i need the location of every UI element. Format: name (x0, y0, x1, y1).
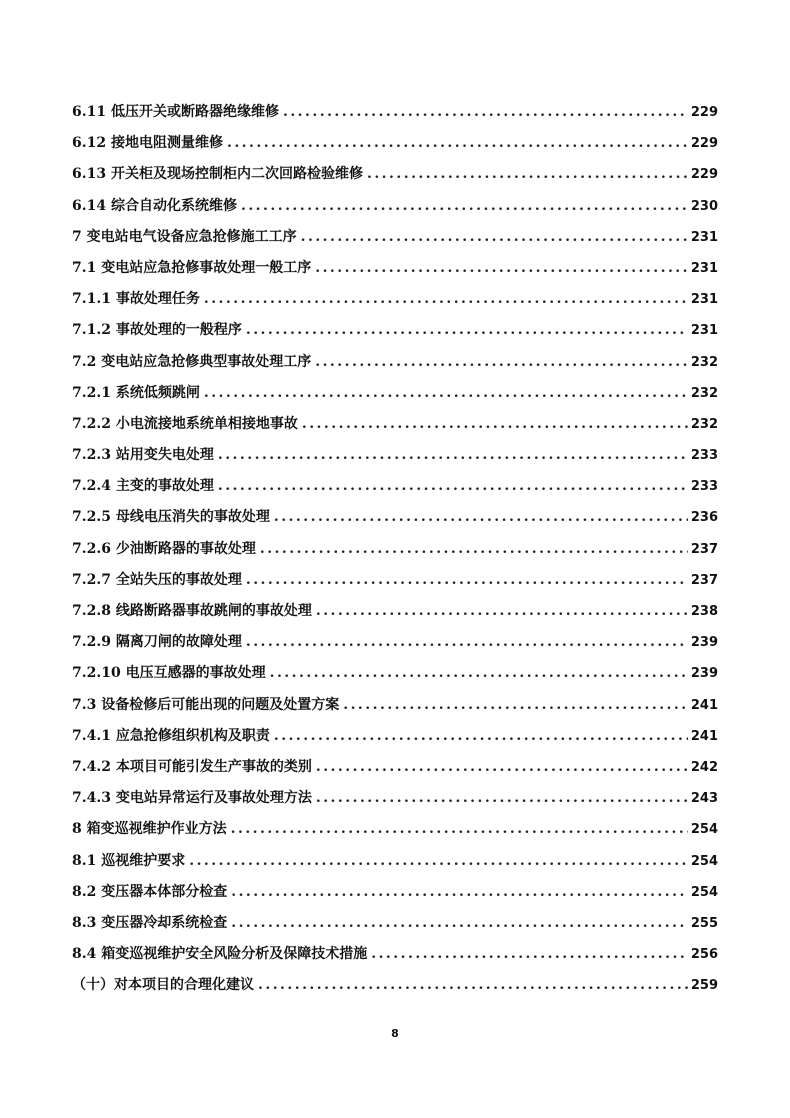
toc-entry-title: 7.4.3 变电站异常运行及事故处理方法 (72, 790, 312, 807)
table-of-contents (72, 97, 718, 1001)
toc-leader-dots (258, 970, 688, 1001)
toc-entry[interactable] (72, 159, 718, 190)
toc-leader-dots (246, 627, 688, 658)
toc-entry-title: 7.2.3 站用变失电处理 (72, 447, 214, 464)
toc-leader-dots (316, 752, 688, 783)
toc-entry[interactable] (72, 783, 718, 814)
toc-entry-page: 243 (690, 791, 718, 807)
toc-entry-title: 7 变电站电气设备应急抢修施工工序 (72, 228, 297, 245)
toc-entry-title: 6.13 开关柜及现场控制柜内二次回路检验维修 (72, 166, 363, 183)
toc-leader-dots (315, 253, 688, 284)
toc-leader-dots (227, 128, 688, 159)
toc-leader-dots (260, 534, 688, 565)
toc-leader-dots (231, 814, 688, 845)
toc-entry-title: 7.1.2 事故处理的一般程序 (72, 322, 242, 339)
toc-entry-title: 7.1 变电站应急抢修事故处理一般工序 (72, 259, 312, 276)
toc-leader-dots (367, 159, 688, 190)
toc-entry-title: 8.2 变压器本体部分检查 (72, 883, 228, 900)
toc-entry-title: 7.4.1 应急抢修组织机构及职责 (72, 727, 270, 744)
toc-leader-dots (231, 908, 688, 939)
toc-entry[interactable] (72, 191, 718, 222)
toc-entry[interactable] (72, 908, 718, 939)
toc-leader-dots (246, 565, 688, 596)
toc-entry[interactable] (72, 128, 718, 159)
toc-leader-dots (283, 97, 688, 128)
toc-entry-title: 7.4.2 本项目可能引发生产事故的类别 (72, 758, 312, 775)
toc-entry[interactable] (72, 378, 718, 409)
toc-entry-title: 8.3 变压器冷却系统检查 (72, 914, 228, 931)
toc-entry[interactable] (72, 752, 718, 783)
toc-entry-page: 237 (690, 541, 718, 557)
toc-entry-page: 237 (690, 572, 718, 588)
toc-entry-page: 232 (690, 416, 718, 432)
toc-entry-title: 7.1.1 事故处理任务 (72, 291, 200, 308)
toc-entry-title: 7.2.2 小电流接地系统单相接地事故 (72, 415, 298, 432)
toc-entry-title: 6.12 接地电阻测量维修 (72, 135, 223, 152)
toc-entry[interactable] (72, 347, 718, 378)
toc-entry[interactable] (72, 97, 718, 128)
page-number: 8 (391, 1027, 399, 1040)
toc-entry[interactable] (72, 253, 718, 284)
toc-entry-page: 259 (690, 978, 718, 994)
toc-entry-page: 232 (690, 385, 718, 401)
toc-entry-title: 7.2.1 系统低频跳闸 (72, 384, 200, 401)
toc-leader-dots (315, 347, 688, 378)
toc-leader-dots (246, 315, 688, 346)
toc-entry-title: （十）对本项目的合理化建议 (72, 977, 254, 994)
toc-leader-dots (241, 191, 688, 222)
toc-leader-dots (204, 378, 688, 409)
toc-entry-page: 241 (690, 728, 718, 744)
toc-entry-page: 233 (690, 479, 718, 495)
toc-entry-page: 242 (690, 759, 718, 775)
toc-entry[interactable] (72, 440, 718, 471)
toc-entry[interactable] (72, 690, 718, 721)
toc-leader-dots (270, 658, 688, 689)
toc-leader-dots (231, 877, 688, 908)
toc-leader-dots (274, 502, 688, 533)
toc-leader-dots (218, 471, 688, 502)
toc-entry-page: 231 (690, 323, 718, 339)
toc-entry-title: 7.2 变电站应急抢修典型事故处理工序 (72, 353, 312, 370)
toc-leader-dots (301, 222, 688, 253)
toc-entry-page: 254 (690, 884, 718, 900)
toc-entry-title: 7.2.7 全站失压的事故处理 (72, 571, 242, 588)
toc-entry-page: 229 (690, 105, 718, 120)
toc-entry-page: 230 (690, 198, 718, 214)
toc-entry-title: 7.2.4 主变的事故处理 (72, 478, 214, 495)
toc-entry-title: 7.2.8 线路断路器事故跳闸的事故处理 (72, 603, 312, 619)
toc-entry[interactable] (72, 814, 718, 845)
toc-leader-dots (302, 409, 688, 440)
toc-entry-title: 8.4 箱变巡视维护安全风险分析及保障技术措施 (72, 946, 368, 963)
toc-entry-title: 7.3 设备检修后可能出现的问题及处置方案 (72, 696, 340, 713)
toc-entry-page: 241 (690, 697, 718, 713)
toc-entry-page: 239 (690, 666, 718, 682)
toc-entry-page: 231 (690, 229, 718, 245)
toc-entry[interactable] (72, 222, 718, 253)
toc-entry-page: 256 (690, 947, 718, 963)
toc-entry[interactable] (72, 471, 718, 502)
toc-entry[interactable] (72, 721, 718, 752)
toc-leader-dots (189, 846, 688, 877)
toc-entry[interactable] (72, 658, 718, 689)
toc-leader-dots (316, 783, 688, 814)
toc-entry[interactable] (72, 846, 718, 877)
toc-entry-title: 7.2.6 少油断路器的事故处理 (72, 540, 256, 557)
toc-leader-dots (316, 596, 688, 627)
toc-leader-dots (343, 690, 688, 721)
toc-entry[interactable] (72, 877, 718, 908)
toc-entry[interactable] (72, 534, 718, 565)
toc-entry-page: 229 (690, 167, 718, 183)
toc-entry[interactable] (72, 596, 718, 627)
toc-entry[interactable] (72, 970, 718, 1001)
toc-entry[interactable] (72, 627, 718, 658)
toc-entry-page: 229 (690, 136, 718, 152)
toc-entry-title: 8.1 巡视维护要求 (72, 852, 186, 869)
toc-leader-dots (218, 440, 688, 471)
toc-entry-page: 236 (690, 510, 718, 526)
toc-entry-page: 231 (690, 292, 718, 308)
toc-entry-page: 239 (690, 635, 718, 651)
toc-entry-title: 8 箱变巡视维护作业方法 (72, 821, 227, 838)
toc-entry-page: 255 (690, 915, 718, 931)
toc-entry-title: 7.2.9 隔离刀闸的故障处理 (72, 634, 242, 651)
toc-entry-page: 254 (690, 853, 718, 869)
toc-entry-page: 254 (690, 822, 718, 838)
toc-entry-page: 233 (690, 448, 718, 464)
toc-entry[interactable] (72, 409, 718, 440)
toc-entry[interactable] (72, 565, 718, 596)
toc-entry-page: 238 (690, 604, 718, 619)
toc-leader-dots (204, 284, 688, 315)
toc-leader-dots (274, 721, 688, 752)
toc-entry-title: 6.14 综合自动化系统维修 (72, 197, 237, 214)
toc-entry-title: 7.2.5 母线电压消失的事故处理 (72, 509, 270, 526)
toc-entry-page: 232 (690, 354, 718, 370)
toc-entry[interactable] (72, 502, 718, 533)
toc-leader-dots (371, 939, 688, 970)
toc-entry-title: 7.2.10 电压互感器的事故处理 (72, 665, 266, 682)
toc-entry[interactable] (72, 315, 718, 346)
toc-entry[interactable] (72, 939, 718, 970)
toc-entry-page: 231 (690, 260, 718, 276)
toc-entry[interactable] (72, 284, 718, 315)
toc-entry-title: 6.11 低压开关或断路器绝缘维修 (72, 104, 279, 120)
